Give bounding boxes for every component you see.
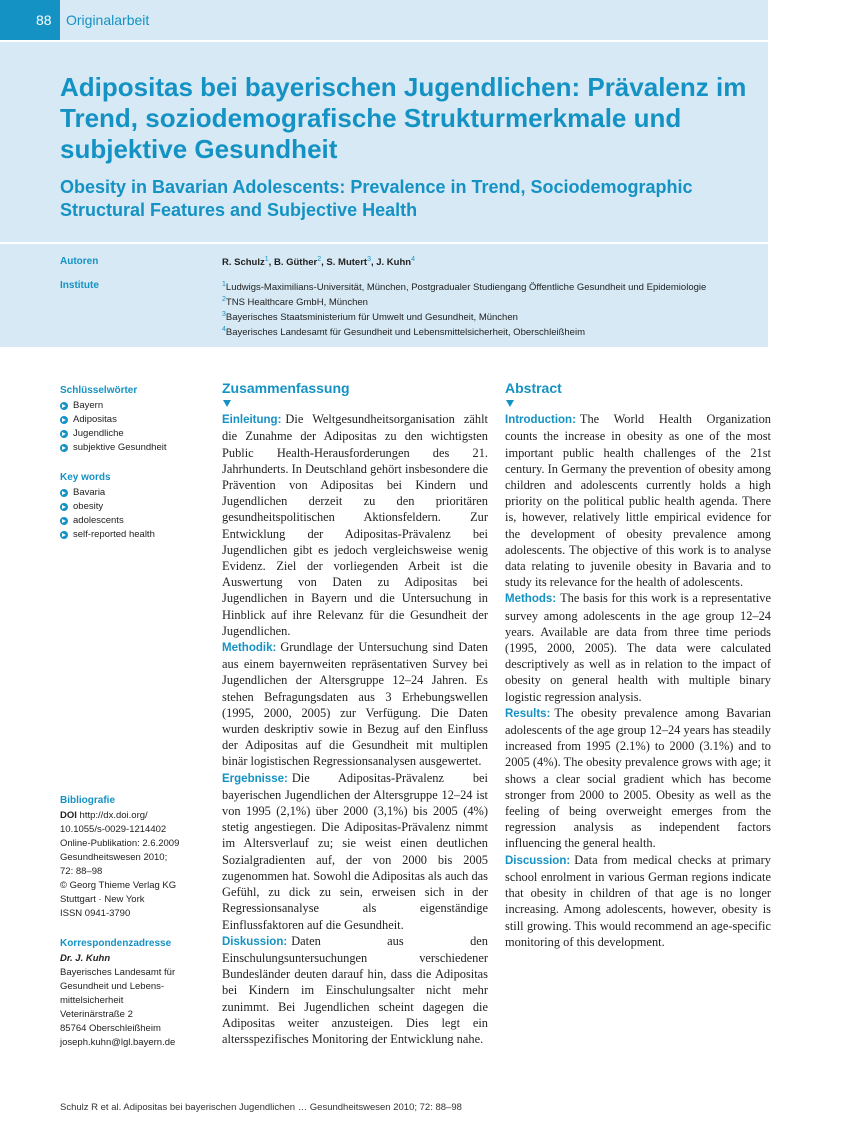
keyword-item <box>60 413 210 427</box>
keyword-text: self-reported health <box>73 529 155 540</box>
bibliography-line: © Georg Thieme Verlag KG <box>60 880 177 891</box>
institute-text: Ludwigs-Maximilians-Universität, München, Postgradualer Studiengang Öffentliche Gesundheit und Epidemiologie <box>225 282 707 294</box>
paragraph-text: Die Adipositas-Prävalenz bei bayerischen Jugendlichen der Altersgruppe 12–24 ist von 1995 (2,1%) über 2000 (3,1%) bis 2005 (4%) stetig angestiegen. Die Adipositas-Prävalenz nimmt im Altersverlauf zu; sie weist einen deutlichen Sozialgradienten auf, der von 2000 bis 2005 zugenommen hat. Sowohl die Adipositas als auch das Gefühl, zu dick zu sein, erweisen sich in der Regressionsanalyse als eigenständige Einflussfaktoren auf die Gesundheit. <box>222 770 488 932</box>
keyword-item <box>60 427 210 441</box>
paragraph-label: Discussion: <box>505 854 571 867</box>
abstract-paragraph <box>505 705 771 852</box>
arrow-bullet-icon <box>60 503 68 511</box>
author-affiliation: 1 <box>264 256 269 263</box>
address-line: Bayerisches Landesamt für <box>60 967 176 978</box>
address-line: 85764 Oberschleißheim <box>60 1023 161 1034</box>
author-affiliation: 3 <box>367 256 371 263</box>
institute-number: 3 <box>222 311 226 319</box>
keyword-item <box>60 486 210 500</box>
author-separator: , <box>268 257 274 269</box>
paragraph-text: The basis for this work is a representative survey among adolescents in the age group 12–24 years. Available are data from three time periods (1995, 2000, 2005). The data were calculated descriptively as well as in relation to the impact of obesity on general health with multiple binary logistic regression analysis. <box>505 591 771 704</box>
abstract-heading: Abstract <box>505 380 562 396</box>
paragraph-label: Diskussion: <box>222 935 288 948</box>
address-line: mittelsicherheit <box>60 995 124 1006</box>
doi-link[interactable]: http://dx.doi.org/ <box>79 810 148 821</box>
institute-item <box>222 309 706 324</box>
paragraph-text: The obesity prevalence among Bavarian adolescents of the age group 12–24 years has steadily increased from 1995 (2.1%) to 2000 (3.1%) and to 2005 (4%). The obesity prevalence grows with age; it shows a clear social gradient which has become stronger from 2000 to 2005. Obesity as well as the feeling of being overweight emerges from the regression analysis as independent factors influencing the general health. <box>505 705 771 851</box>
abstract-column <box>505 380 771 950</box>
keyword-item <box>60 441 210 455</box>
author-affiliation: 2 <box>317 256 322 263</box>
triangle-down-icon <box>223 400 231 407</box>
correspondence-heading: Korrespondenzadresse <box>60 938 172 949</box>
keyword-item <box>60 500 210 514</box>
doi-label: DOI <box>60 810 77 821</box>
section-label: Originalarbeit <box>66 12 150 28</box>
bibliography-line: Online-Publikation: 2.6.2009 <box>60 838 180 849</box>
arrow-bullet-icon <box>60 444 68 452</box>
doi-line <box>60 809 210 823</box>
abstract-paragraph <box>505 852 771 950</box>
keyword-text: Bayern <box>73 400 104 411</box>
arrow-bullet-icon <box>60 531 68 539</box>
abstract-paragraph <box>222 770 488 933</box>
keyword-item <box>60 399 210 413</box>
page-number: 88 <box>0 0 60 40</box>
abstract-paragraph <box>505 590 771 704</box>
arrow-bullet-icon <box>60 517 68 525</box>
title-english: Obesity in Bavarian Adolescents: Prevalence in Trend, Sociodemographic Structural Features and Subjective Health <box>60 177 693 220</box>
bibliography-line: Gesundheitswesen 2010; <box>60 852 168 863</box>
abstract-paragraph <box>222 639 488 770</box>
paragraph-text: Die Weltgesundheitsorganisation zählt die Zunahme der Adipositas zu den wichtigsten Public Health-Herausforderungen des 21. Jahrhunderts. In Deutschland gehört insbesondere die Prävention von Adipositas bei Kindern und Jugendlichen derzeit zu den prioritären gesundheitspolitischen Aktionsfeldern. Zur Entwicklung der Adipositas-Prävalenz bei Jugendlichen gibt es jedoch vergleichsweise wenig Evidenz. Ziel der vorliegenden Arbeit ist die Auswertung von Daten zu Adipositas bei Jugendlichen in Bayern und die Untersuchung in Hinblick auf ihre Relevanz für die Gesundheit der Jugendlichen. <box>222 412 488 638</box>
paragraph-label: Ergebnisse: <box>222 772 288 785</box>
keyword-text: adolescents <box>73 515 124 526</box>
keyword-text: subjektive Gesundheit <box>73 442 167 453</box>
author-separator: , <box>321 257 327 269</box>
author-list <box>222 256 415 268</box>
author-separator: , <box>370 257 377 269</box>
institute-text: Bayerisches Staatsministerium für Umwelt und Gesundheit, München <box>225 312 518 324</box>
keyword-text: obesity <box>73 501 104 512</box>
keywords-en-heading: Key words <box>60 472 111 483</box>
paragraph-label: Results: <box>505 707 551 720</box>
institute-number: 4 <box>222 326 226 334</box>
arrow-bullet-icon <box>60 416 68 424</box>
correspondence-name: Dr. J. Kuhn <box>60 953 111 964</box>
keyword-text: Jugendliche <box>73 428 124 439</box>
authors-label: Autoren <box>60 256 99 267</box>
author-name: J. Kuhn <box>376 257 412 269</box>
keywords-de-heading: Schlüsselwörter <box>60 385 138 396</box>
zusammenfassung-heading: Zusammenfassung <box>222 380 350 396</box>
paragraph-label: Methods: <box>505 593 557 606</box>
address-line: Gesundheit und Lebens- <box>60 981 165 992</box>
institute-list <box>222 279 706 340</box>
keyword-text: Adipositas <box>73 414 117 425</box>
correspondence-block <box>60 937 210 1050</box>
author-name: S. Mutert <box>326 257 368 269</box>
paragraph-text: Daten aus den Einschulungsuntersuchungen verschiedener Bundesländer deuten darauf hin, dass die Adipositas bei Kindern im Einschulungsalter nicht mehr zunimmt. Bei Jugendlichen scheint dagegen die Adipositas weiter anzusteigen. Dies legt ein altersspezifisches Monitoring der Entwicklung nahe. <box>222 933 488 1046</box>
bibliography-line: Stuttgart · New York <box>60 894 145 905</box>
email-link[interactable]: joseph.kuhn@lgl.bayern.de <box>60 1037 176 1048</box>
keyword-item <box>60 528 210 542</box>
paragraph-label: Methodik: <box>222 642 277 655</box>
keyword-text: Bavaria <box>73 487 106 498</box>
institute-item <box>222 279 706 294</box>
abstract-paragraph <box>505 411 771 590</box>
paragraph-label: Introduction: <box>505 414 576 427</box>
paragraph-label: Einleitung: <box>222 414 282 427</box>
title-german: Adipositas bei bayerischen Jugendlichen: Prävalenz im Trend, soziodemografische Strukturmerkmale und subjektive Gesundheit <box>60 72 747 164</box>
address-line: Veterinärstraße 2 <box>60 1009 133 1020</box>
institute-item <box>222 294 706 309</box>
keyword-item <box>60 514 210 528</box>
abstract-paragraph <box>222 933 488 1047</box>
author-name: B. Güther <box>273 257 318 269</box>
keywords-block <box>60 384 210 542</box>
bibliography-heading: Bibliografie <box>60 795 116 806</box>
institute-number: 1 <box>222 281 226 288</box>
triangle-down-icon <box>506 400 514 407</box>
bibliography-line: 72: 88–98 <box>60 866 103 877</box>
institutes-label: Institute <box>60 280 99 291</box>
arrow-bullet-icon <box>60 489 68 497</box>
institute-number: 2 <box>222 296 226 304</box>
arrow-bullet-icon <box>60 402 68 410</box>
footer-citation: Schulz R et al. Adipositas bei bayerischen Jugendlichen … Gesundheitswesen 2010; 72: 88–98 <box>60 1102 462 1113</box>
institute-item <box>222 324 706 339</box>
bibliography-block <box>60 794 210 921</box>
arrow-bullet-icon <box>60 430 68 438</box>
author-affiliation: 4 <box>411 256 415 263</box>
abstract-paragraph <box>222 411 488 639</box>
paragraph-text: Grundlage der Untersuchung sind Daten aus einem bayernweiten repräsentativen Survey bei Jugendlichen der Altersgruppe 12–24 Jahren. Es stehen Befragungsdaten aus 3 Erhebungswellen (1995, 2000, 2005) zur Verfügung. Die Daten wurden deskriptiv sowie in Bezug auf den Einfluss der Adipositas auf die Gesundheit mit multiplen binär logistischen Regressionsanalysen ausgewertet. <box>222 640 488 769</box>
zusammenfassung-column <box>222 380 488 1047</box>
paragraph-text: Data from medical checks at primary school enrolment in various German regions indicate that obesity in children of that age is no longer increasing. Among adolescents, however, obesity is still growing. This would recommend an age-specific monitoring of this development. <box>505 852 771 949</box>
institute-text: TNS Healthcare GmbH, München <box>225 297 368 309</box>
bibliography-line: ISSN 0941-3790 <box>60 908 131 919</box>
author-name: R. Schulz <box>222 257 265 269</box>
bibliography-line: 10.1055/s-0029-1214402 <box>60 824 167 835</box>
institute-text: Bayerisches Landesamt für Gesundheit und Lebensmittelsicherheit, Oberschleißheim <box>225 327 585 339</box>
paragraph-text: The World Health Organization counts the increase in obesity as one of the most important public health challenges of the 21st century. In Germany the prevention of obesity among children and adolescents currently holds a high priority on the political public health agenda. There is, however, relatively little empirical evidence for the development of obesity prevalence among adolescents. The objective of this work is to analyse data relating to juvenile obesity in Bavaria and to study its relevance for the health of adolescents. <box>505 412 771 590</box>
